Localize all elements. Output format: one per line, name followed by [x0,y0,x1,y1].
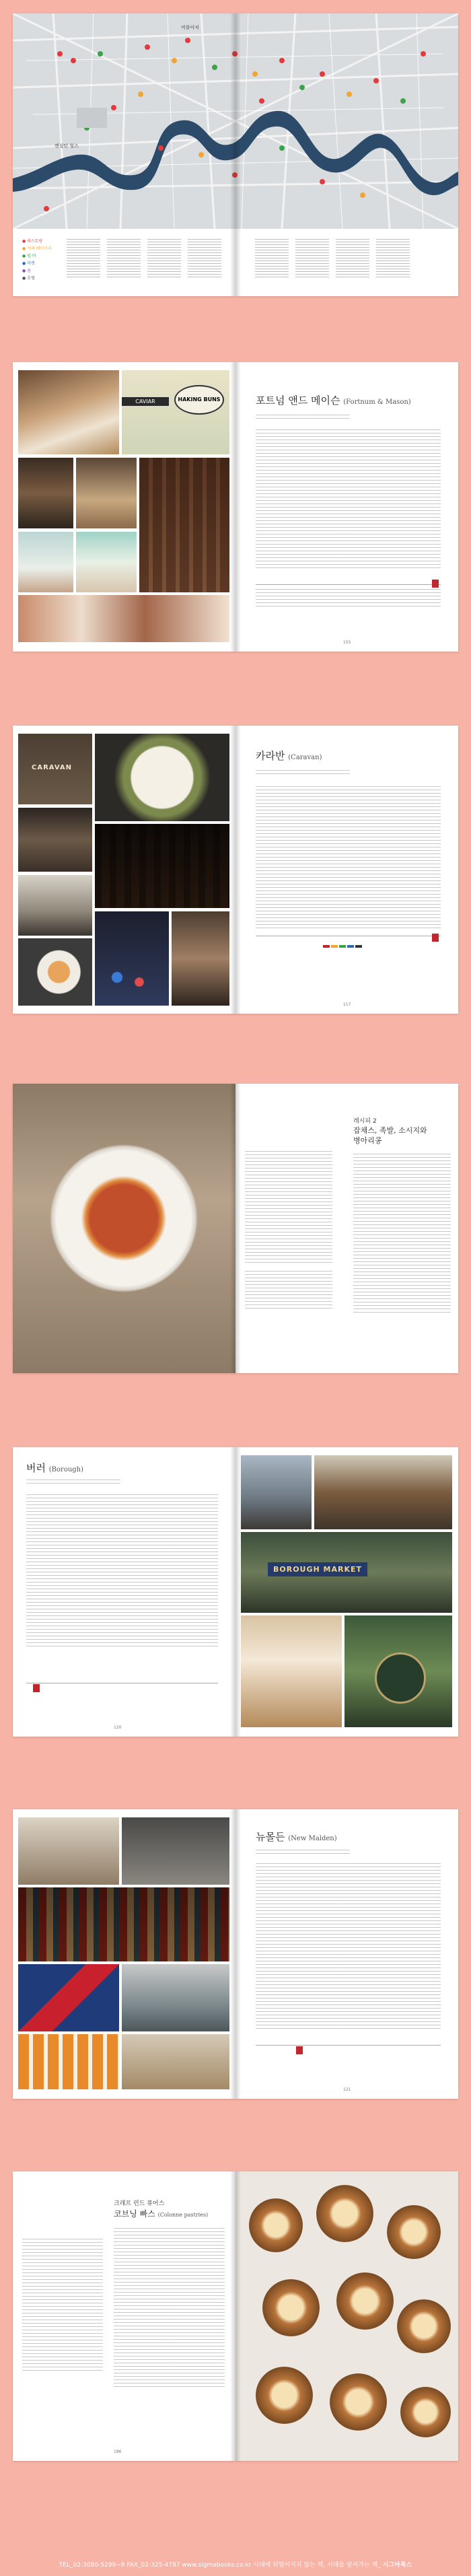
page-left-recipe [13,2171,236,2461]
photo-chickpea-stew [13,1084,236,1373]
photo-dining-room [18,808,92,872]
page-number: 155 [343,640,351,645]
photo-shop-sign [122,1817,229,1885]
photo-building-facade [139,458,229,592]
map-marker-tab [33,1684,40,1692]
photo-cakes-stall [241,1615,342,1727]
page-number: 186 [114,2449,122,2454]
legend-item: ● 호텔 [22,276,35,281]
publisher-footer [0,2554,471,2576]
recipe-title [114,2208,208,2219]
article-title [256,749,322,763]
photo-plated-dish [18,938,92,1006]
article-title [26,1461,83,1475]
page-right-photos [236,1447,458,1737]
ingredients-list [22,2239,103,2373]
recipe-title [353,1125,427,1146]
recipe-title-ko: 코브닝 빠스 [114,2209,155,2219]
spread-fortnum-mason [13,362,458,652]
page-left-photos [13,1809,236,2099]
photo-seafood [122,1964,229,2031]
page-left-article [13,1447,236,1737]
article-lead [256,770,350,774]
london-map [13,13,458,229]
article-body [256,1863,441,2031]
page-left-photos [13,726,236,1014]
map-index-col-1 [67,239,100,278]
article-lead [256,415,350,419]
page-right-article [236,726,458,1014]
title-ko: 버러 [26,1462,46,1474]
legend-item: ● 펍·바 [22,254,36,258]
recipe-title-en: (Colonne pastries) [157,2212,209,2218]
page-right-photo [236,2171,458,2461]
page-right-article [236,1809,458,2099]
map-legend [22,238,63,282]
plate [40,1144,208,1292]
article-body [256,786,441,931]
footer-contact: TEL_02-3080-5299~8 FAX_02-325-4787 www.sigmabooks.co.kr 시대에 뒤떨어지지 않는 책, 시대를 앞서가는 책_ [59,2562,381,2569]
photo-pastries-counter [18,595,229,642]
page-number: 121 [343,2087,351,2092]
ingredients-list [245,1151,332,1265]
sign-caravan: CARAVAN [32,764,73,771]
article-body [256,429,441,571]
title-ko: 카라반 [256,750,285,762]
map-index-col-4 [188,239,221,278]
article-lead [256,1850,350,1854]
legend-item: ● 숍 [22,269,31,273]
map-index-col-8 [376,239,410,278]
article-lead [26,1480,120,1484]
page-number: 120 [114,1725,122,1730]
photo-toast-dish [95,734,229,821]
article-title [256,1830,337,1844]
article-title [256,393,411,407]
title-en: (Fortnum & Mason) [343,398,411,406]
map-marker-tab [296,2046,303,2054]
legend-item: ● 레스토랑 [22,239,43,244]
info-box [26,1683,218,1704]
map-label-kensington: 켄싱턴 힐스 [55,143,79,149]
photo-dried-fish [122,2034,229,2089]
spread-borough [13,1447,458,1737]
photo-restaurant-interior [95,824,229,908]
photo-caravan-sign [18,734,92,804]
sign-text: HAKING BUNS [174,385,224,415]
photo-tea-shop [76,532,137,592]
photo-coffee-roaster [18,875,92,936]
photo-korean-restaurant [18,1817,119,1885]
page-left-photo [13,1084,236,1373]
recipe-title-line-1: 잡채스, 족발, 소시지와 [353,1126,427,1135]
info-box [256,584,441,612]
spread-map [13,13,458,296]
page-right-article [236,362,458,652]
map-marker-tab [432,934,439,942]
method-steps [114,2228,225,2390]
photo-shop-interior [18,458,73,528]
photo-shard-view [241,1455,312,1529]
recipe-kicker: 레시피 2 [353,1118,377,1125]
roundel-sign [375,1652,426,1704]
method-steps [353,1154,451,1315]
recipe-title-line-2: 병아리콩 [353,1136,382,1145]
color-chip-row [323,938,363,950]
title-en: (Caravan) [288,754,322,761]
map-label-marble-arch: 머블아치 [181,25,200,30]
map-index-col-5 [255,239,289,278]
title-en: (New Malden) [288,1835,337,1842]
photo-sauce-bottles [18,2034,119,2089]
photo-bakery-sign [122,370,229,454]
info-box [256,2045,441,2066]
photo-cakes-display [18,370,119,454]
title-en: (Borough) [48,1466,84,1473]
sign-borough: BOROUGH MARKET [268,1562,367,1576]
spread-new-malden [13,1809,458,2099]
photo-market-entrance [345,1615,452,1727]
page-left-photos [13,362,236,652]
title-ko: 포트넘 앤드 메이슨 [256,394,340,407]
spread-caravan [13,726,458,1014]
article-body [26,1494,218,1649]
map-index-col-2 [107,239,141,278]
footer-brand: 시그마북스 [382,2562,412,2569]
photo-lights-building [95,911,169,1006]
photo-cafe-counter [18,532,73,592]
map-index-col-6 [295,239,329,278]
map-index-col-3 [147,239,181,278]
photo-food-hall [76,458,137,528]
spread-recipe-stew [13,1084,458,1373]
photo-grocery-shelves [18,1887,229,1961]
photo-borough-market-sign [241,1532,452,1613]
legend-item: ● 카페·베이커리 [22,246,52,251]
page-right-recipe [236,1084,458,1373]
recipe-kicker: 크래프 런드 퓨어스 [114,2200,165,2207]
photo-union-jack [18,1964,119,2031]
photo-market-stalls [314,1455,452,1529]
title-ko: 뉴몰든 [256,1831,285,1843]
map-marker-tab [432,580,439,588]
photo-chef [172,911,229,1006]
legend-item: ● 마켓 [22,261,35,266]
photo-pastries-tray [236,2171,458,2461]
page-number: 117 [343,1002,351,1007]
sign-banner: CAVIAR [122,397,169,406]
map-index-col-7 [336,239,369,278]
ingredients-list-2 [245,1271,332,1311]
spread-pastries [13,2171,458,2461]
